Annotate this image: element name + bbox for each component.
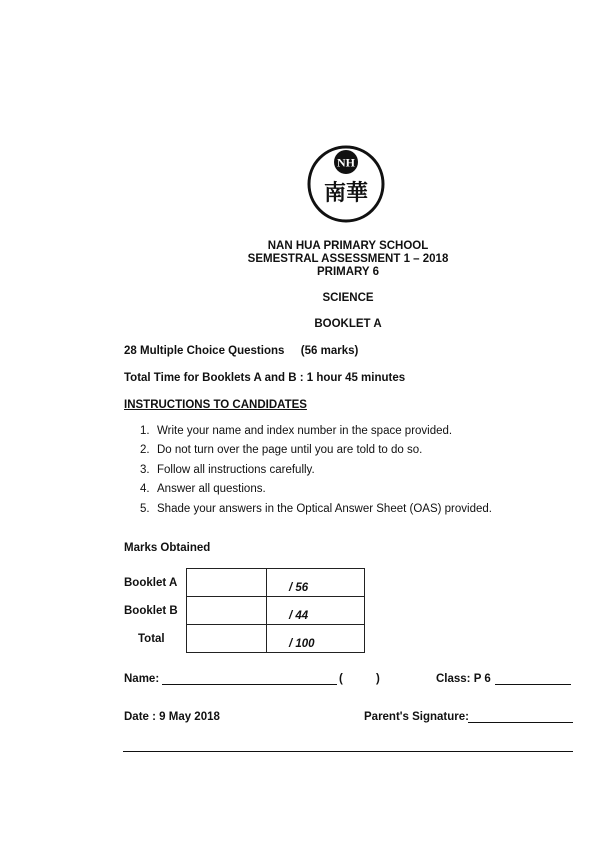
bottom-divider xyxy=(123,751,573,752)
logo-chinese-name: 南華 xyxy=(323,181,369,206)
booklet-title: BOOKLET A xyxy=(314,318,382,330)
class-field[interactable] xyxy=(495,674,571,685)
name-label: Name: xyxy=(124,673,160,685)
index-open-paren: ( xyxy=(339,673,343,685)
table-row xyxy=(124,625,365,653)
school-logo xyxy=(306,144,386,224)
score-cell[interactable] xyxy=(187,569,267,597)
instruction-item: 4. Answer all questions. xyxy=(140,483,266,496)
assessment-title: SEMESTRAL ASSESSMENT 1 – 2018 xyxy=(247,253,449,265)
level-title: PRIMARY 6 xyxy=(317,266,379,278)
marks-table xyxy=(124,568,365,653)
question-count-line xyxy=(124,345,358,357)
row-label: Total xyxy=(138,632,165,645)
instructions-list xyxy=(140,425,492,522)
name-field[interactable] xyxy=(162,674,337,685)
logo-initials: NH xyxy=(337,155,355,170)
instruction-item: 2. Do not turn over the page until you are told to do so. xyxy=(140,444,423,457)
school-name: NAN HUA PRIMARY SCHOOL xyxy=(267,240,429,252)
table-row xyxy=(124,597,365,625)
max-score-cell: / 56 xyxy=(267,569,365,597)
instruction-item: 1. Write your name and index number in the space provided. xyxy=(140,425,453,437)
total-marks: (56 marks) xyxy=(300,345,359,357)
parent-signature-label: Parent's Signature: xyxy=(364,711,469,723)
instructions-heading: INSTRUCTIONS TO CANDIDATES xyxy=(124,399,307,411)
question-count: 28 Multiple Choice Questions xyxy=(124,345,285,357)
score-cell[interactable] xyxy=(187,625,267,653)
max-score-cell: / 100 xyxy=(267,625,365,653)
subject-title: SCIENCE xyxy=(322,292,374,304)
class-label: Class: P 6 xyxy=(436,673,491,685)
index-close-paren: ) xyxy=(376,673,380,685)
score-cell[interactable] xyxy=(187,597,267,625)
parent-signature-field[interactable] xyxy=(468,712,573,723)
row-label: Booklet A xyxy=(124,576,178,589)
max-score-cell: / 44 xyxy=(267,597,365,625)
table-row xyxy=(124,569,365,597)
instruction-item: 5. Shade your answers in the Optical Answer Sheet (OAS) provided. xyxy=(140,502,492,515)
total-time: Total Time for Booklets A and B : 1 hour 45 minutes xyxy=(124,372,406,384)
marks-obtained-heading: Marks Obtained xyxy=(124,542,211,554)
exam-date: Date : 9 May 2018 xyxy=(124,711,220,723)
row-label: Booklet B xyxy=(124,604,178,617)
instruction-item: 3. Follow all instructions carefully. xyxy=(140,463,315,476)
